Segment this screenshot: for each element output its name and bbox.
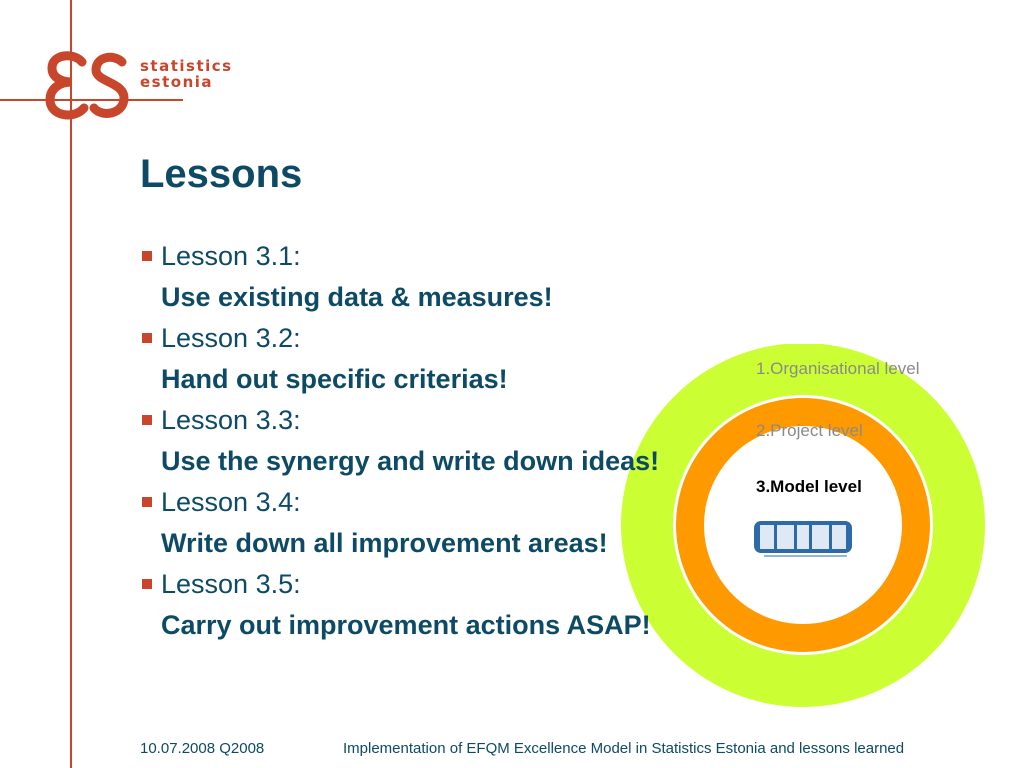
lesson-heading	[140, 236, 659, 277]
lesson-heading	[140, 318, 659, 359]
efqm-model-icon	[754, 521, 852, 556]
logo-wordmark	[140, 58, 233, 90]
lesson-heading-text: Lesson 3.3:	[161, 405, 301, 435]
square-bullet-icon	[142, 497, 152, 507]
model-level-label: 3.Model level	[756, 477, 862, 496]
slide-title: Lessons	[140, 152, 303, 196]
statistics-estonia-logo	[44, 48, 134, 128]
lesson-heading-text: Lesson 3.2:	[161, 323, 301, 353]
square-bullet-icon	[142, 251, 152, 261]
lesson-item	[140, 318, 659, 400]
square-bullet-icon	[142, 579, 152, 589]
project-level-label: 2.Project level	[756, 421, 863, 440]
lesson-text: Write down all improvement areas!	[161, 528, 608, 558]
logo-wordmark-line1: statistics	[140, 57, 233, 75]
lesson-heading-text: Lesson 3.1:	[161, 241, 301, 271]
lesson-heading	[140, 482, 659, 523]
logo-wordmark-line2: estonia	[140, 73, 214, 91]
lesson-item	[140, 482, 659, 564]
lesson-heading-text: Lesson 3.4:	[161, 487, 301, 517]
levels-diagram	[619, 344, 987, 708]
lesson-heading-text: Lesson 3.5:	[161, 569, 301, 599]
lesson-text: Hand out specific criterias!	[161, 364, 508, 394]
lesson-text: Use the synergy and write down ideas!	[161, 446, 660, 476]
square-bullet-icon	[142, 415, 152, 425]
lesson-text: Carry out improvement actions ASAP!	[161, 610, 651, 640]
lesson-item	[140, 400, 659, 482]
organisational-level-label: 1.Organisational level	[756, 359, 920, 378]
lesson-text: Use existing data & measures!	[161, 282, 553, 312]
lesson-item	[140, 236, 659, 318]
lesson-heading	[140, 564, 659, 605]
footer-title: Implementation of EFQM Excellence Model in Statistics Estonia and lessons learned	[343, 740, 905, 757]
lesson-item	[140, 564, 659, 646]
square-bullet-icon	[142, 333, 152, 343]
footer-date: 10.07.2008 Q2008	[140, 740, 265, 757]
lesson-heading	[140, 400, 659, 441]
lessons-list	[140, 236, 659, 646]
